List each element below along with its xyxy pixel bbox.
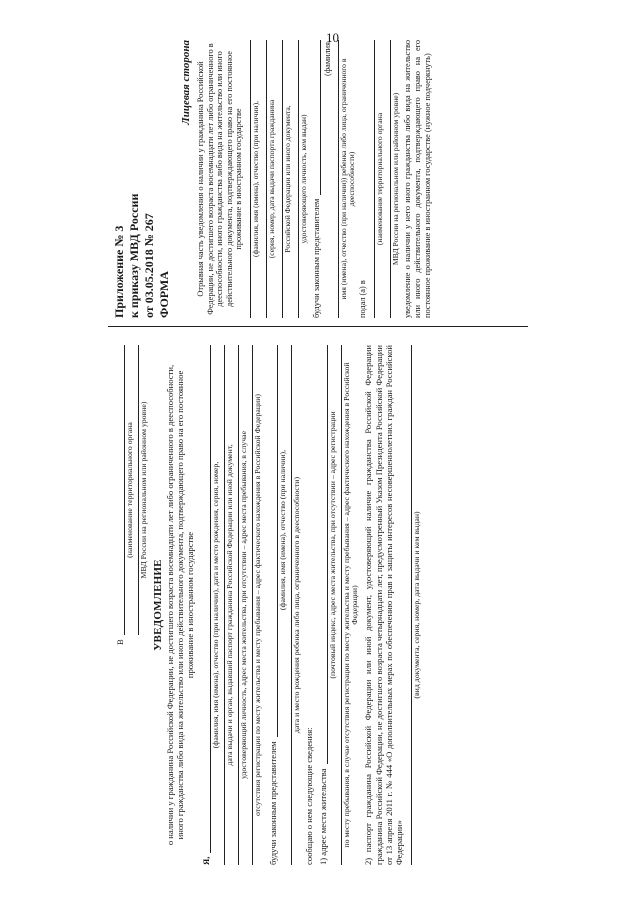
right-child-caption: имя (имена), отчество (при наличии)) ребенка либо лица, ограниченного в дееспособности) bbox=[338, 40, 356, 318]
item1-row bbox=[317, 345, 328, 865]
submitted-label: подал (а) в bbox=[358, 280, 367, 318]
notification-form bbox=[108, 345, 425, 865]
applicant-name-field[interactable] bbox=[200, 345, 211, 853]
appendix-header bbox=[112, 40, 172, 318]
right-caption-fio: (фамилия, имя (имена), отчество (при наличии), bbox=[250, 40, 260, 318]
item1-label: 1) адрес места жительства bbox=[317, 768, 328, 865]
caption-fio: (фамилия, имя (имена), отчество (при наличии), дата и место рождения, серия, номер, bbox=[210, 461, 220, 749]
legal-rep-label: будучи законным представителем bbox=[267, 741, 278, 865]
ya-label: Я, bbox=[200, 856, 211, 865]
legal-rep-row bbox=[267, 345, 278, 865]
address-field[interactable] bbox=[317, 345, 328, 764]
caption-passport: дата выдачи и орган, выдавший паспорт гражданина Российской Федерации или иной документ, bbox=[225, 444, 235, 766]
rotated-form-sheet bbox=[108, 40, 538, 865]
document-title: УВЕДОМЛЕНИЕ bbox=[152, 559, 165, 651]
page-number: 10 bbox=[326, 30, 339, 45]
order-line: к приказу МВД России bbox=[127, 193, 141, 318]
caption-document: (вид документа, серия, номер, дата выдачи и кем выдан) bbox=[411, 511, 421, 699]
item2-text: 2) паспорт гражданина Российской Федерации или иной документ, удостоверяющий наличие гражданства Российской Федерации гражданина Российской Федерации, не достигшего возраста четырнадцати лет, предусмотренный Указом Президента Российской Федерации от 13 апреля 2011 г. № 444 «О дополнительных мерах по обеспечению прав и защиты интересов несовершеннолетних граждан Российской Федерации» bbox=[363, 345, 405, 865]
appendix-title: Приложение № 3 bbox=[112, 225, 126, 318]
addressee-block bbox=[114, 345, 148, 865]
right-notice-text: уведомление о наличии у него иного гражданства либо вида на жительство или иного действительного документа, подтверждающего право на его постоянное проживание в иностранном государстве (нужное подчеркнуть) bbox=[403, 40, 433, 318]
caption-child-fio: (фамилия, имя (имена), отчество (при наличии), bbox=[277, 449, 287, 611]
right-legal-rep-row bbox=[310, 40, 321, 318]
detachable-part bbox=[108, 40, 528, 327]
detach-note: Отрывная часть уведомления о наличии у гражданина Российской Федерации, не достигшего возраста восемнадцати лет либо ограниченного в дееспособности, иного гражданства либо вида на жительство или иного действительного документа, подтверждающего право на его постоянное проживание в иностранном государстве bbox=[196, 43, 244, 315]
caption-stay: по месту пребывания, в случае отсутствия регистрации по месту жительства и месту пребывания – адрес фактического нахождения в Российской Федерации) bbox=[342, 362, 360, 848]
side-label: Лицевая сторона bbox=[180, 40, 192, 125]
territorial-body-field[interactable] bbox=[114, 345, 125, 635]
right-rep-field[interactable] bbox=[310, 40, 321, 195]
report-label: сообщаю о нем следующие сведения: bbox=[304, 727, 314, 865]
form-label: ФОРМА bbox=[157, 271, 171, 318]
caption-child-birth: дата и место рождения ребенка либо лица, ограниченного в дееспособности) bbox=[291, 476, 301, 734]
child-name-field[interactable] bbox=[267, 345, 278, 737]
applicant-name-row bbox=[200, 345, 211, 865]
right-caption-passport: (серия, номер, дата выдачи паспорта гражданина bbox=[266, 40, 276, 318]
right-surname-caption: (фамилия, bbox=[322, 40, 332, 76]
territorial-caption: (наименование территориального органа bbox=[125, 422, 134, 558]
right-caption-document: Российской Федерации или иного документа, bbox=[282, 40, 292, 318]
right-legal-rep-label: будучи законным представителем bbox=[311, 198, 321, 318]
mvd-caption: МВД России на региональном или районном уровне) bbox=[139, 401, 149, 579]
caption-absence: отсутствия регистрации по месту жительства и месту пребывания – адрес фактического нахождения в Российской Федерации) bbox=[253, 393, 263, 817]
document-intro: о наличии у гражданина Российской Федерации, не достигшего возраста восемнадцати лет либо ограниченного в дееспособности, иного гражданства либо вида на жительство или иного действительного документа, подтверждающего право на его постоянное проживание в иностранном государстве bbox=[165, 364, 196, 846]
right-territorial-caption: (наименование территориального органа bbox=[374, 40, 384, 318]
right-mvd-caption: МВД России на региональном или районном уровне) bbox=[390, 40, 400, 318]
v-label: В bbox=[115, 639, 125, 645]
caption-postal: (почтовый индекс, адрес места жительства, при отсутствии – адрес регистрации bbox=[327, 411, 337, 679]
order-date-line: от 03.05.2018 № 267 bbox=[142, 213, 156, 318]
right-caption-identity: удостоверяющего личность, кем выдан) bbox=[298, 40, 308, 318]
caption-identity: удостоверяющий личность, адрес места жительства, при отсутствии – адрес места пребывания, в случае bbox=[239, 430, 249, 780]
